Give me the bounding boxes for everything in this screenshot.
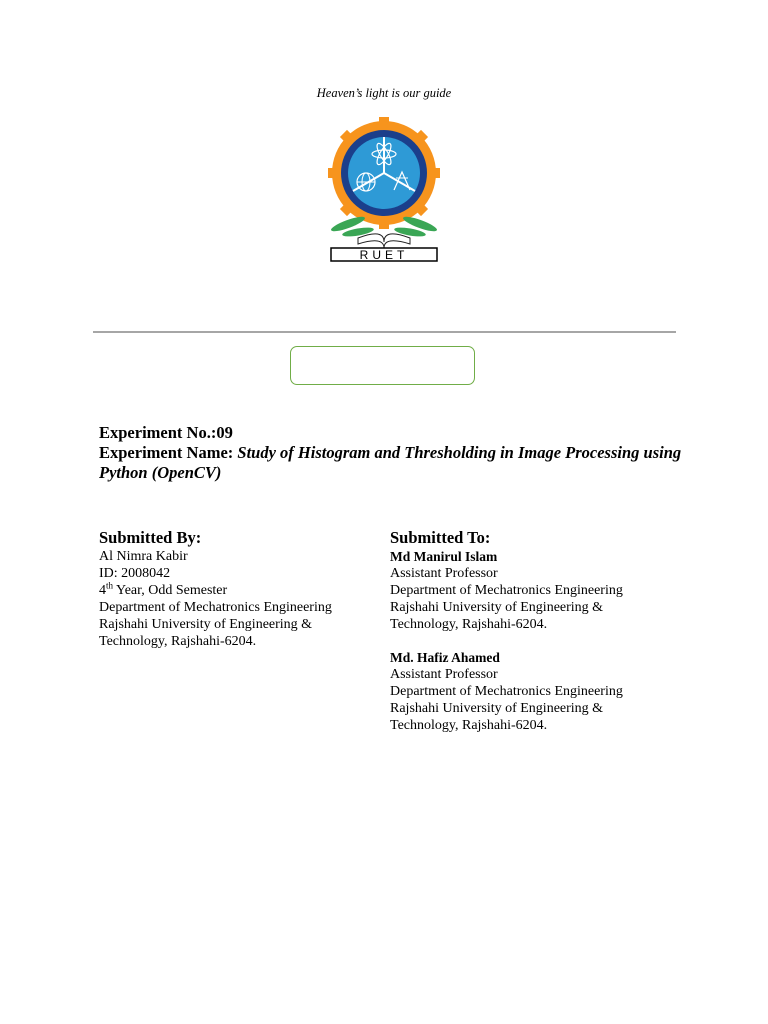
horizontal-rule [93, 331, 676, 333]
green-box [290, 346, 475, 385]
supervisor-department: Department of Mechatronics Engineering [390, 684, 623, 699]
supervisor-department: Department of Mechatronics Engineering [390, 583, 623, 598]
experiment-block [99, 423, 699, 483]
supervisor-name: Md Manirul Islam [390, 549, 498, 564]
student-id: ID: 2008042 [99, 566, 171, 581]
supervisor-university-line1: Rajshahi University of Engineering & [390, 701, 604, 716]
supervisor-university-line1: Rajshahi University of Engineering & [390, 600, 604, 615]
student-year: 4th Year, Odd Semester [99, 580, 228, 598]
supervisor-university-line2: Technology, Rajshahi-6204. [390, 617, 548, 632]
submitted-by-heading: Submitted By: [99, 528, 202, 547]
supervisor-title: Assistant Professor [390, 566, 498, 581]
submitted-by [99, 529, 379, 650]
student-university-line2: Technology, Rajshahi-6204. [99, 634, 257, 649]
student-university-line1: Rajshahi University of Engineering & [99, 617, 313, 632]
ruet-logo [318, 116, 450, 266]
supervisor-title: Assistant Professor [390, 667, 498, 682]
experiment-title: Study of Histogram and Thresholding in Image Processing using Python (OpenCV) [99, 443, 682, 482]
student-department: Department of Mechatronics Engineering [99, 600, 332, 615]
supervisor-name: Md. Hafiz Ahamed [390, 650, 500, 665]
experiment-number: Experiment No.:09 [99, 423, 233, 442]
student-name: Al Nimra Kabir [99, 549, 188, 564]
submitted-to [390, 529, 690, 734]
motto: Heaven’s light is our guide [316, 86, 452, 100]
submitted-to-heading: Submitted To: [390, 528, 491, 547]
experiment-name: Experiment Name: Study of Histogram and Thresholding in Image Processing using Python (OpenCV) [99, 443, 682, 482]
supervisor-university-line2: Technology, Rajshahi-6204. [390, 718, 548, 733]
logo-text: RUET [359, 248, 409, 262]
